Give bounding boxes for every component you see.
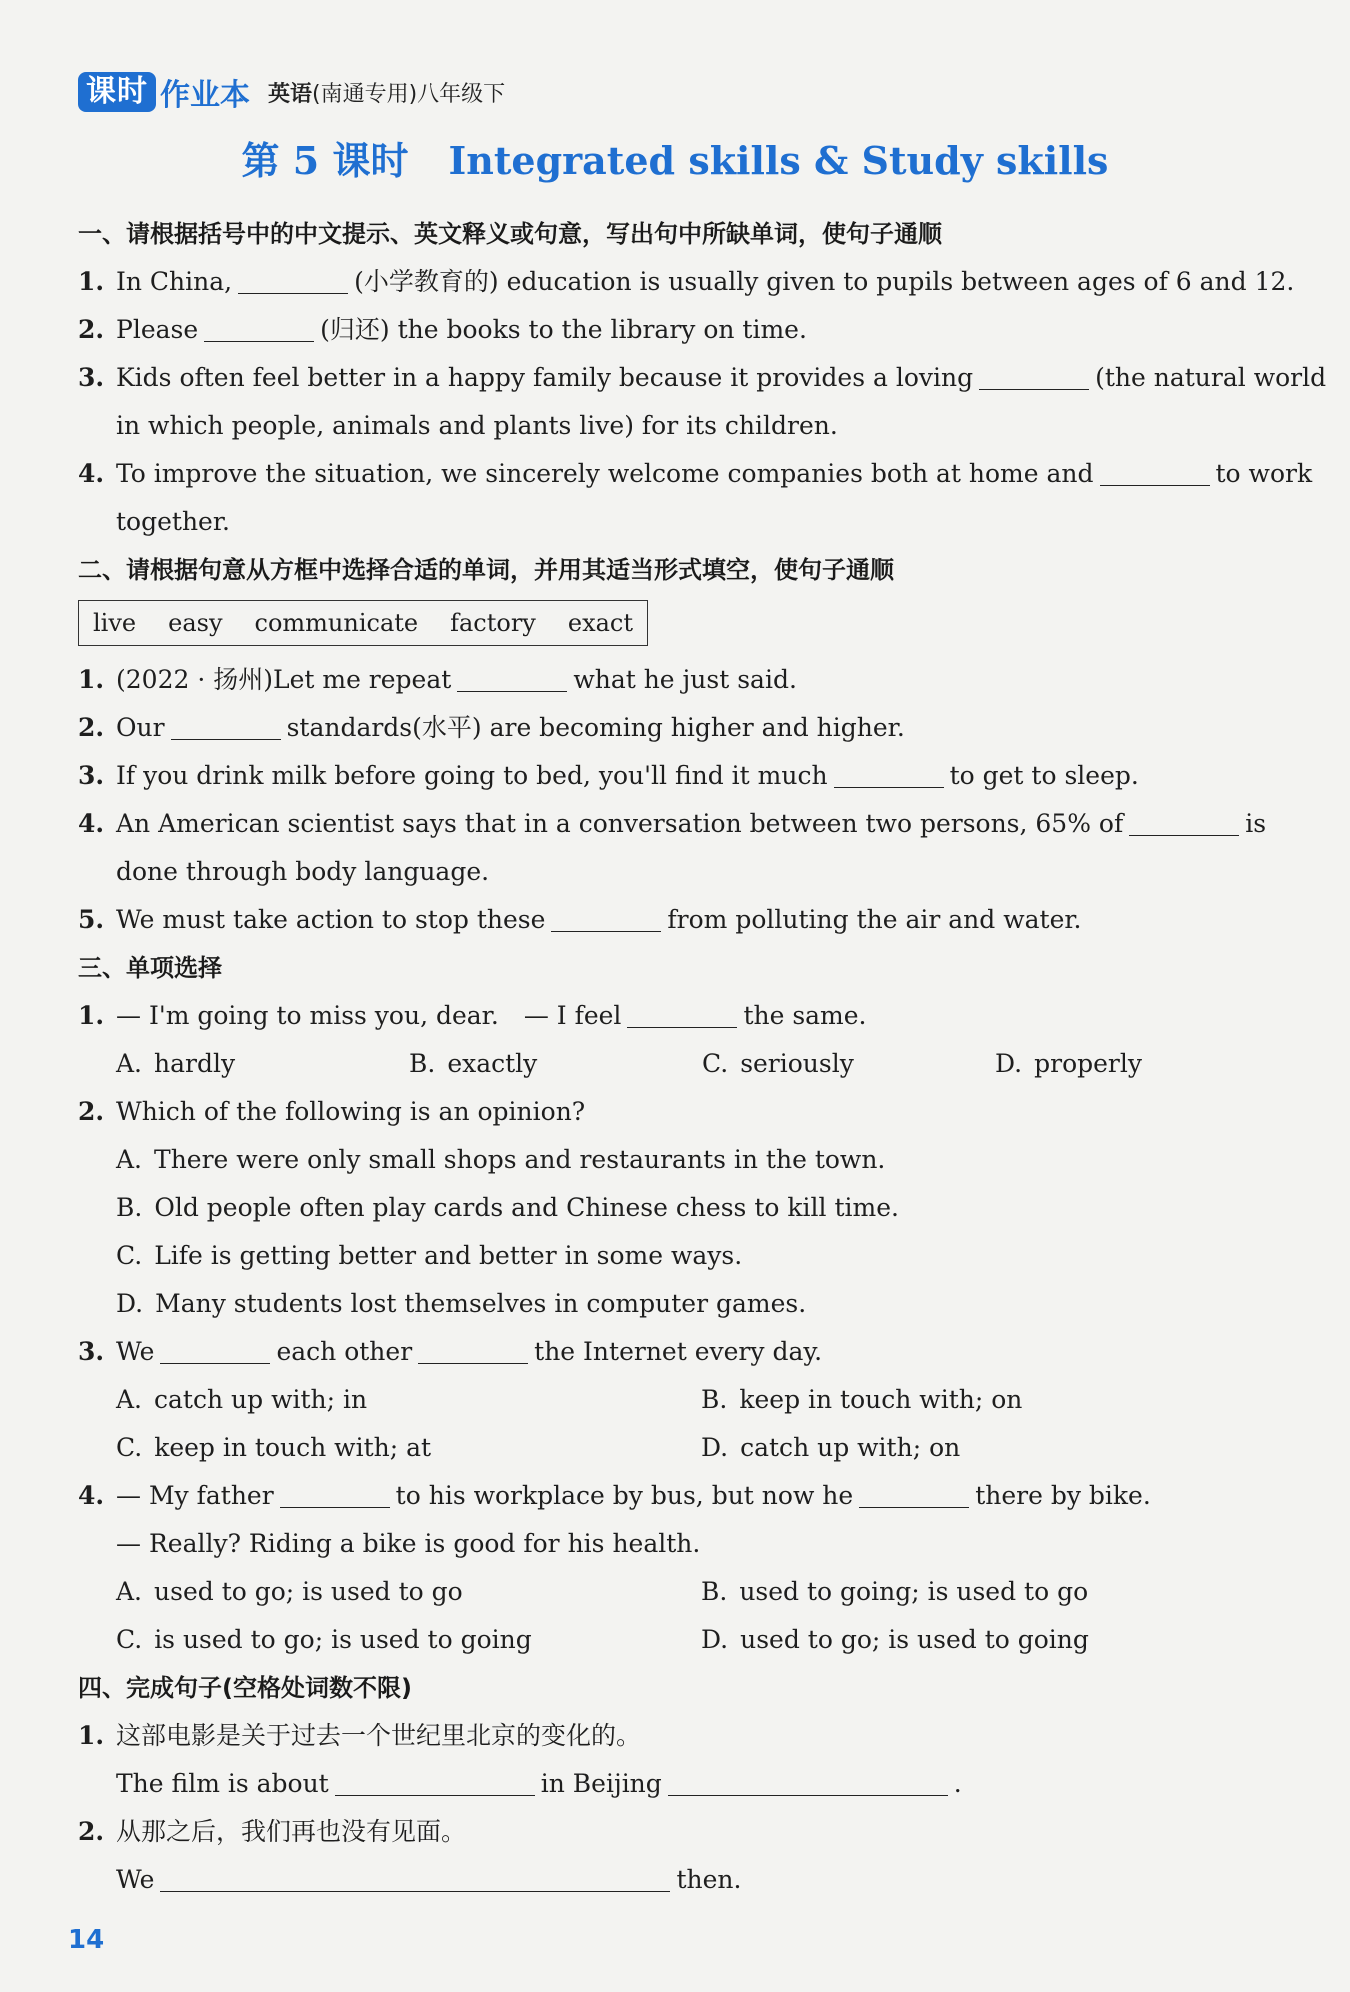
question-text-chinese: 从那之后，我们再也没有见面。	[116, 1817, 467, 1846]
s4-question-2-answer	[78, 1856, 1293, 1904]
question-text: to work	[1215, 459, 1313, 488]
word-box-item: factory	[450, 609, 536, 637]
s3-q3-options-row2	[78, 1424, 1293, 1472]
option-a[interactable]: A. catch up with; in	[116, 1385, 368, 1414]
section-4-heading: 四、完成句子(空格处词数不限)	[78, 1674, 412, 1702]
question-text: An American scientist says that in a conversation between two persons, 65% of	[116, 809, 1124, 838]
answer-blank[interactable]	[238, 263, 348, 294]
page-number: 14	[68, 1925, 105, 1955]
question-text: To improve the situation, we sincerely welcome companies both at home and	[116, 459, 1094, 488]
subject-grade: (南通专用)八年级下	[312, 81, 506, 107]
question-text: We must take action to stop these	[116, 905, 546, 934]
question-text: (the natural world	[1095, 363, 1327, 392]
answer-blank[interactable]	[979, 359, 1089, 390]
question-text: Please	[116, 315, 199, 344]
question-number: 4.	[78, 809, 105, 838]
question-text-chinese: 这部电影是关于过去一个世纪里北京的变化的。	[116, 1721, 642, 1750]
s1-question-3-cont: in which people, animals and plants live) for its children.	[116, 411, 838, 440]
question-number: 1.	[78, 1721, 105, 1750]
subject-name: 英语	[268, 81, 313, 107]
s3-question-1	[78, 992, 1293, 1040]
exercise-content	[78, 210, 1327, 1904]
s3-question-4-reply: — Really? Riding a bike is good for his health.	[116, 1529, 701, 1558]
question-number: 5.	[78, 905, 105, 934]
answer-blank[interactable]	[204, 311, 314, 342]
question-text: Which of the following is an opinion?	[116, 1097, 586, 1126]
question-text: there by bike.	[975, 1481, 1151, 1510]
answer-blank[interactable]	[627, 997, 737, 1028]
question-number: 2.	[78, 1817, 105, 1846]
option-c[interactable]: C. keep in touch with; at	[116, 1433, 432, 1462]
s1-question-4-cont: together.	[116, 507, 230, 536]
word-box	[78, 600, 648, 646]
question-text: standards(水平) are becoming higher and higher.	[286, 713, 905, 742]
question-text: If you drink milk before going to bed, you'll find it much	[116, 761, 828, 790]
question-text: The film is about	[116, 1769, 329, 1798]
s1-question-3	[78, 354, 1327, 402]
question-text: We	[116, 1337, 155, 1366]
brand-name: 作业本	[160, 78, 250, 113]
s2-question-1	[78, 656, 1293, 704]
question-text: from polluting the air and water.	[667, 905, 1082, 934]
option-d[interactable]: D. properly	[995, 1049, 1142, 1078]
question-text: what he just said.	[573, 665, 797, 694]
question-number: 1.	[78, 1001, 105, 1030]
answer-blank[interactable]	[1129, 805, 1239, 836]
question-text: in Beijing	[540, 1769, 662, 1798]
brand-logo: 课时	[78, 72, 156, 112]
question-text: to get to sleep.	[949, 761, 1139, 790]
question-text: to his workplace by bus, but now he	[395, 1481, 854, 1510]
s2-question-3	[78, 752, 1293, 800]
question-text: .	[953, 1769, 962, 1798]
question-text: Our	[116, 713, 165, 742]
question-text: the same.	[743, 1001, 867, 1030]
question-number: 3.	[78, 363, 105, 392]
option-c[interactable]: C. seriously	[702, 1049, 854, 1078]
question-number: 1.	[78, 267, 105, 296]
option-a[interactable]: A. hardly	[116, 1049, 236, 1078]
answer-blank[interactable]	[160, 1861, 670, 1892]
question-number: 4.	[78, 1481, 105, 1510]
s3-q4-options-row1	[78, 1568, 1293, 1616]
s1-question-1	[78, 258, 1293, 306]
word-box-item: communicate	[254, 609, 419, 637]
s4-question-1-answer	[78, 1760, 1293, 1808]
header-brand	[78, 70, 505, 114]
s4-question-2	[78, 1808, 1293, 1856]
answer-blank[interactable]	[335, 1765, 535, 1796]
s3-q3-options-row1	[78, 1376, 1293, 1424]
answer-blank[interactable]	[668, 1765, 948, 1796]
option-d[interactable]: D. catch up with; on	[701, 1433, 961, 1462]
answer-blank[interactable]	[171, 709, 281, 740]
option-d[interactable]: D. used to go; is used to going	[701, 1625, 1089, 1654]
word-box-item: easy	[168, 609, 223, 637]
question-number: 3.	[78, 761, 105, 790]
answer-blank[interactable]	[418, 1333, 528, 1364]
s3-q1-options	[78, 1040, 1293, 1088]
option-b[interactable]: B. keep in touch with; on	[701, 1385, 1023, 1414]
question-text: the Internet every day.	[534, 1337, 823, 1366]
question-number: 3.	[78, 1337, 105, 1366]
question-number: 2.	[78, 315, 105, 344]
question-number: 2.	[78, 1097, 105, 1126]
answer-blank[interactable]	[859, 1477, 969, 1508]
question-text: — I'm going to miss you, dear. — I feel	[116, 1001, 622, 1030]
question-text: each other	[276, 1337, 413, 1366]
option-b[interactable]: B. exactly	[409, 1049, 538, 1078]
question-text: (小学教育的) education is usually given to pupils between ages of 6 and 12.	[354, 267, 1295, 296]
section-1-heading: 一、请根据括号中的中文提示、英文释义或句意，写出句中所缺单词，使句子通顺	[78, 220, 942, 248]
question-text: then.	[676, 1865, 742, 1894]
option-d[interactable]: D. Many students lost themselves in computer games.	[116, 1289, 807, 1318]
s1-question-2	[78, 306, 1293, 354]
question-text: Kids often feel better in a happy family because it provides a loving	[116, 363, 974, 392]
answer-blank[interactable]	[1100, 455, 1210, 486]
answer-blank[interactable]	[551, 901, 661, 932]
question-number: 4.	[78, 459, 105, 488]
s3-question-3	[78, 1328, 1293, 1376]
question-text: In China,	[116, 267, 233, 296]
option-b[interactable]: B. used to going; is used to go	[701, 1577, 1089, 1606]
lesson-number: 第 5 课时	[241, 138, 409, 183]
question-text: is	[1245, 809, 1267, 838]
option-b[interactable]: B. Old people often play cards and Chinese chess to kill time.	[116, 1193, 899, 1222]
word-box-item: live	[93, 609, 137, 637]
option-c[interactable]: C. is used to go; is used to going	[116, 1625, 532, 1654]
question-text: — My father	[116, 1481, 274, 1510]
s3-question-2	[78, 1088, 1293, 1136]
s2-question-2	[78, 704, 1293, 752]
s3-q4-options-row2	[78, 1616, 1293, 1664]
option-a[interactable]: A. used to go; is used to go	[116, 1577, 463, 1606]
s2-question-5	[78, 896, 1293, 944]
subject-label	[268, 77, 505, 108]
question-number: 1.	[78, 665, 105, 694]
question-text: (2022 · 扬州)Let me repeat	[116, 665, 452, 694]
question-text: We	[116, 1865, 155, 1894]
word-box-item: exact	[567, 609, 634, 637]
answer-blank[interactable]	[457, 661, 567, 692]
section-2-heading: 二、请根据句意从方框中选择合适的单词，并用其适当形式填空，使句子通顺	[78, 556, 894, 584]
option-c[interactable]: C. Life is getting better and better in some ways.	[116, 1241, 743, 1270]
s2-question-4-cont: done through body language.	[116, 857, 490, 886]
answer-blank[interactable]	[834, 757, 944, 788]
s1-question-4	[78, 450, 1313, 498]
s2-question-4	[78, 800, 1293, 848]
section-3-heading: 三、单项选择	[78, 954, 222, 982]
s4-question-1	[78, 1712, 1293, 1760]
s3-question-4	[78, 1472, 1293, 1520]
question-text: (归还) the books to the library on time.	[320, 315, 807, 344]
question-number: 2.	[78, 713, 105, 742]
lesson-title	[0, 130, 1350, 185]
option-a[interactable]: A. There were only small shops and restaurants in the town.	[116, 1145, 886, 1174]
answer-blank[interactable]	[160, 1333, 270, 1364]
lesson-name: Integrated skills & Study skills	[448, 138, 1109, 183]
answer-blank[interactable]	[280, 1477, 390, 1508]
